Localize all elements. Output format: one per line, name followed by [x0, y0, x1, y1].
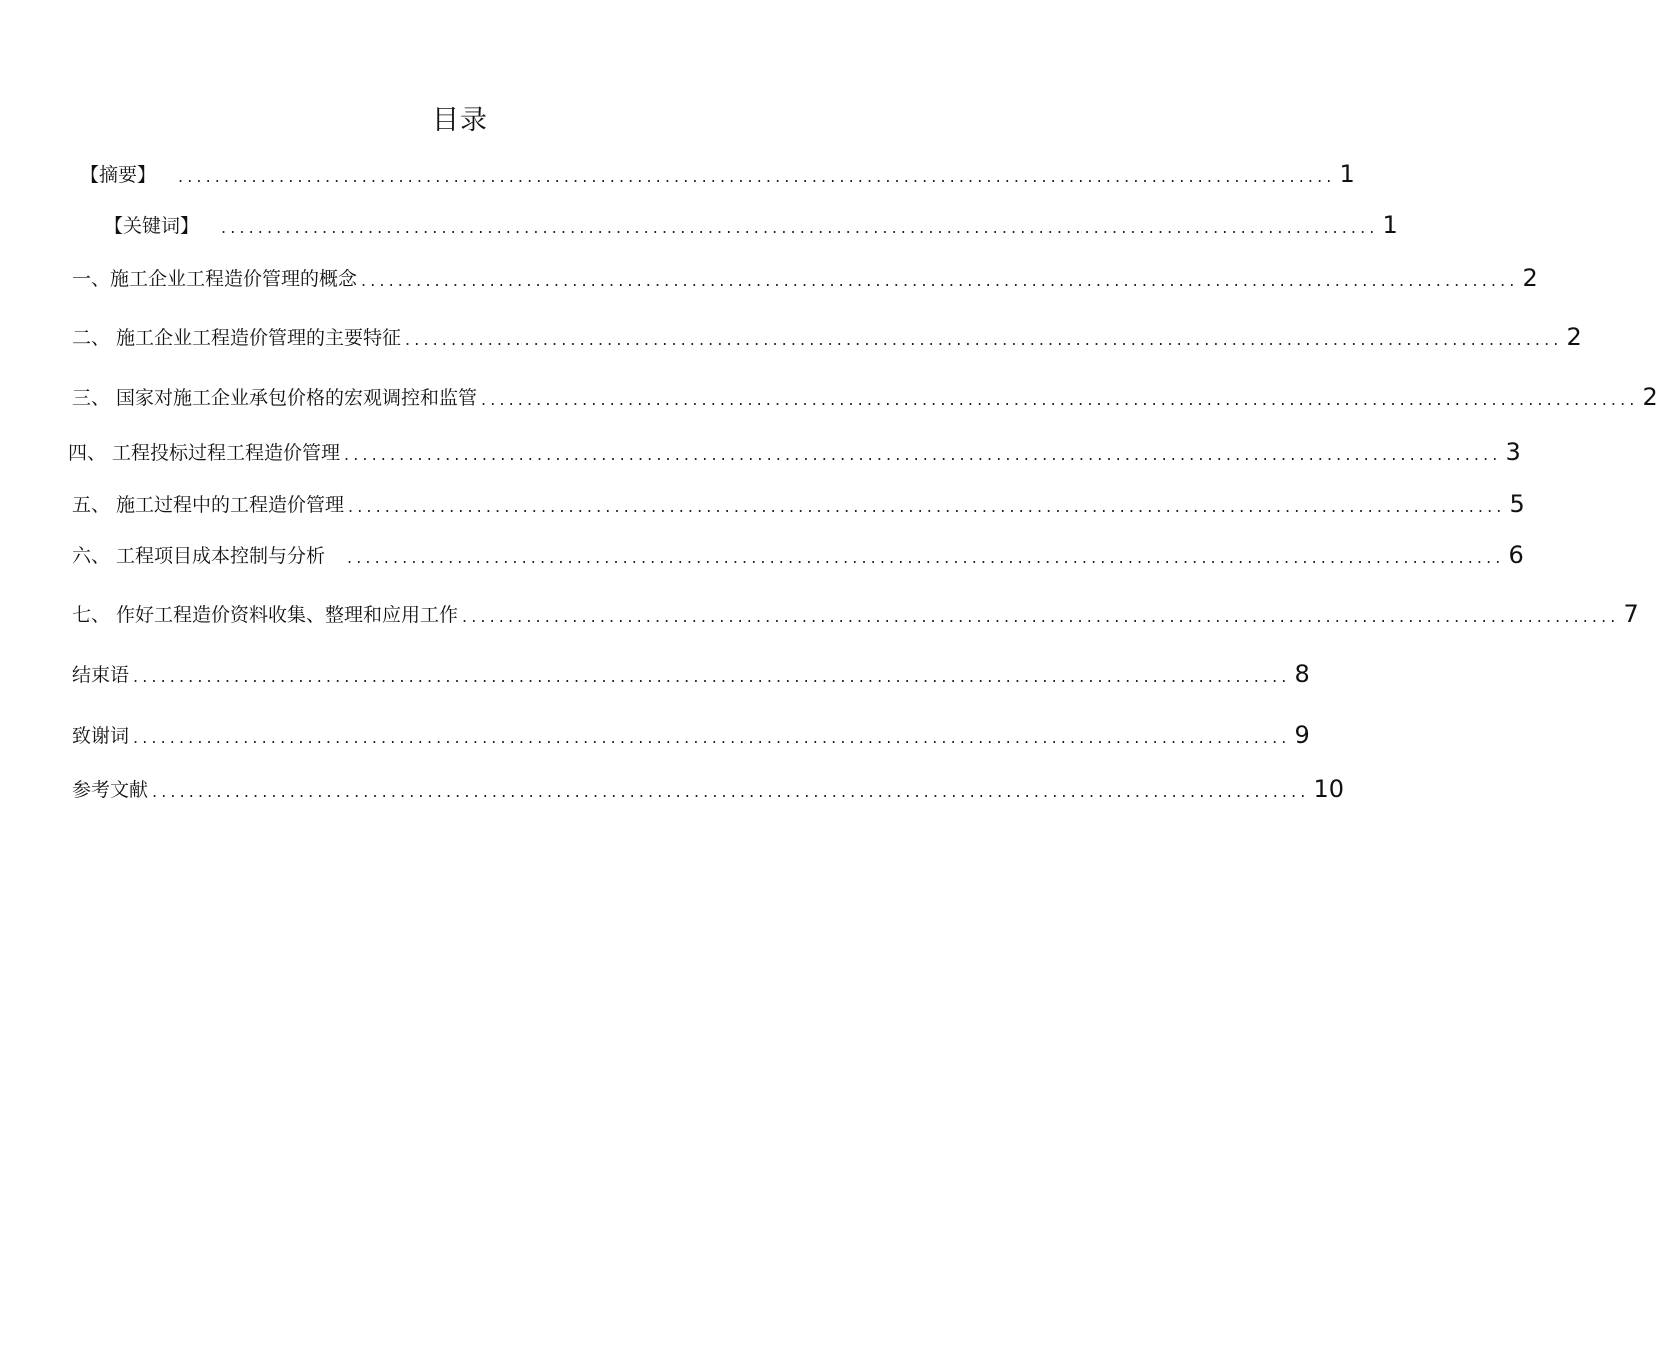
- toc-entry-keywords[interactable]: [104, 211, 1398, 239]
- page-title: 目录: [432, 105, 488, 136]
- toc-entry-label: 三、 国家对施工企业承包价格的宏观调控和监管: [72, 387, 478, 409]
- toc-entry-section-1[interactable]: [72, 264, 1538, 292]
- toc-entry-label: 七、 作好工程造价资料收集、整理和应用工作: [72, 604, 459, 626]
- toc-page-number: 2: [1566, 323, 1582, 351]
- toc-page-number: 2: [1522, 264, 1538, 292]
- toc-page-number: 9: [1294, 721, 1310, 749]
- toc-entry-label: 四、 工程投标过程工程造价管理: [68, 442, 341, 464]
- toc-page-number: 1: [1382, 211, 1398, 239]
- toc-entry-references[interactable]: [72, 775, 1344, 803]
- toc-entry-label: 结束语: [72, 664, 130, 686]
- toc-entry-label: 五、 施工过程中的工程造价管理: [72, 494, 345, 516]
- toc-page-number: 1: [1339, 160, 1355, 188]
- toc-entry-label: 六、 工程项目成本控制与分析: [72, 545, 326, 567]
- toc-entry-label: 二、 施工企业工程造价管理的主要特征: [72, 327, 402, 349]
- toc-page-number: 3: [1505, 438, 1521, 466]
- toc-entry-label: 一、施工企业工程造价管理的概念: [72, 268, 358, 290]
- toc-dot-leader: ..............................................................................................................................: [344, 445, 1502, 464]
- toc-page-number: 7: [1623, 600, 1639, 628]
- toc-dot-leader: ..............................................................................................................................: [405, 330, 1563, 349]
- toc-entry-label: 【摘要】: [80, 164, 157, 186]
- toc-dot-leader: ..............................................................................................................................: [347, 548, 1505, 567]
- toc-entry-section-6[interactable]: [72, 541, 1524, 569]
- toc-entry-label: 【关键词】: [104, 215, 200, 237]
- toc-entry-section-4[interactable]: [68, 438, 1521, 466]
- toc-page-number: 6: [1508, 541, 1524, 569]
- toc-page-number: 10: [1313, 775, 1344, 803]
- toc-entry-section-2[interactable]: [72, 323, 1582, 351]
- toc-dot-leader: ..............................................................................................................................: [152, 782, 1310, 801]
- toc-dot-leader: ..............................................................................................................................: [178, 167, 1336, 186]
- toc-page-number: 2: [1642, 383, 1658, 411]
- toc-entry-section-5[interactable]: [72, 490, 1525, 518]
- toc-entry-label: 致谢词: [72, 725, 130, 747]
- toc-dot-leader: ..............................................................................................................................: [221, 218, 1379, 237]
- toc-entry-acknowledgements[interactable]: [72, 721, 1310, 749]
- toc-dot-leader: ..............................................................................................................................: [133, 728, 1291, 747]
- toc-dot-leader: ..............................................................................................................................: [133, 667, 1291, 686]
- toc-dot-leader: ..............................................................................................................................: [462, 607, 1620, 626]
- toc-dot-leader: ..............................................................................................................................: [361, 271, 1519, 290]
- toc-entry-section-3[interactable]: [72, 383, 1658, 411]
- toc-entry-abstract[interactable]: [80, 160, 1355, 188]
- toc-page-number: 5: [1509, 490, 1525, 518]
- toc-entry-label: 参考文献: [72, 779, 149, 801]
- toc-entry-conclusion[interactable]: [72, 660, 1310, 688]
- toc-entry-section-7[interactable]: [72, 600, 1639, 628]
- toc-dot-leader: ..............................................................................................................................: [481, 390, 1639, 409]
- toc-page-number: 8: [1294, 660, 1310, 688]
- toc-dot-leader: ..............................................................................................................................: [348, 497, 1506, 516]
